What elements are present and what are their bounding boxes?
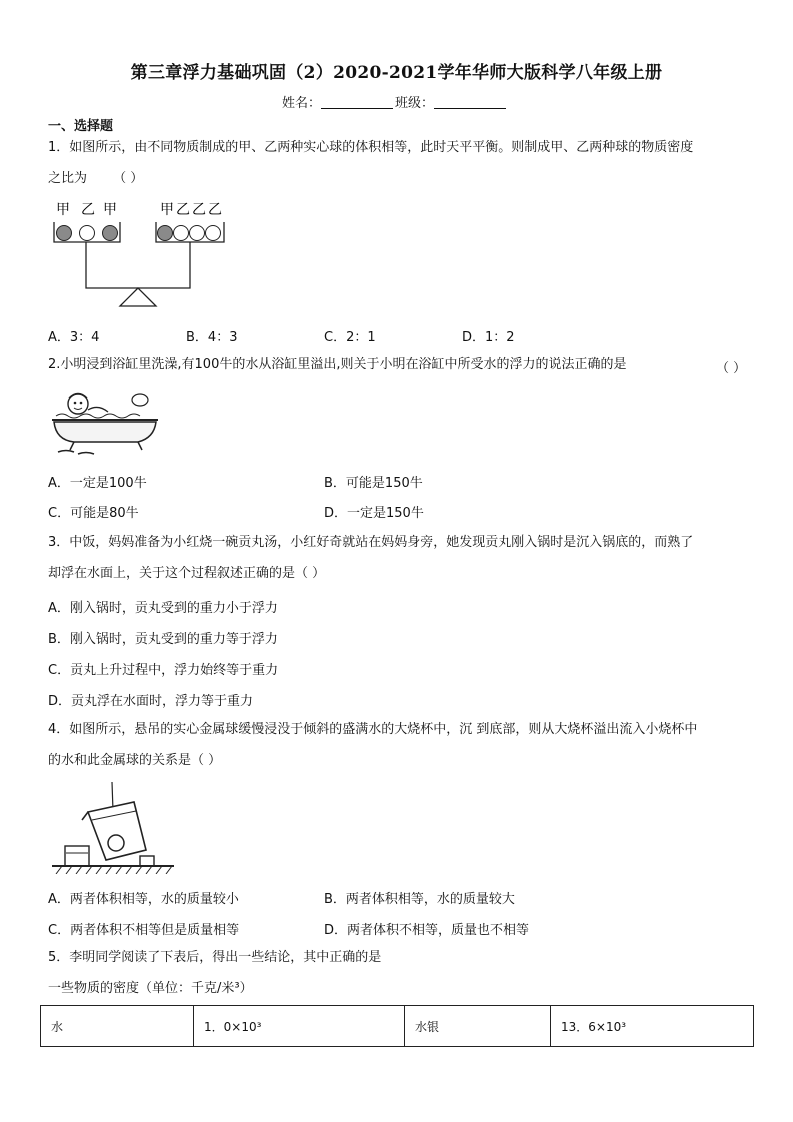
table-row <box>41 1006 754 1047</box>
ball-jia <box>57 226 72 241</box>
class-label: 班级： <box>395 96 435 111</box>
question-4-line1: 4．如图所示，悬吊的实心金属球缓慢浸没于倾斜的盛满水的大烧杯中，沉 到底部，则从大烧杯溢出流入小烧杯中 <box>48 722 698 737</box>
question-4-line2: 的水和此金属球的关系是（ ） <box>48 753 222 768</box>
section-heading: 一、选择题 <box>48 119 114 134</box>
student-info-line <box>282 92 508 111</box>
bathtub <box>54 422 156 442</box>
bathtub-figure <box>48 386 160 458</box>
question-1-line1: 1．如图所示，由不同物质制成的甲、乙两种实心球的体积相等，此时天平平衡。则制成甲、乙两种球的物质密度 <box>48 140 694 155</box>
question-3-option-b[interactable]: B．刚入锅时，贡丸受到的重力等于浮力 <box>48 632 278 647</box>
table-caption: 一些物质的密度（单位：千克/米³） <box>48 981 253 996</box>
metal-ball <box>108 835 124 851</box>
question-3-option-d[interactable]: D．贡丸浮在水面时，浮力等于重力 <box>48 694 254 709</box>
beaker-figure <box>48 780 178 874</box>
question-2-stem: 2.小明浸到浴缸里洗澡,有100牛的水从浴缸里溢出,则关于小明在浴缸中所受水的浮力的说法正确的是 <box>48 357 627 372</box>
table-cell: 13．6×10³ <box>551 1006 754 1047</box>
ball-yi <box>80 226 95 241</box>
class-blank[interactable] <box>434 96 506 109</box>
table-hatching <box>56 866 172 874</box>
name-blank[interactable] <box>321 96 393 109</box>
question-1-stem-end: 之比为 <box>48 171 88 186</box>
wedge-block <box>140 856 154 866</box>
balance-figure <box>48 198 238 310</box>
boy-eye <box>80 402 83 405</box>
question-2-option-d[interactable]: D．一定是150牛 <box>324 506 424 521</box>
boy-eye <box>74 402 77 405</box>
balance-fulcrum <box>120 288 156 306</box>
balance-frame <box>86 242 190 288</box>
soap-bubble <box>132 394 148 406</box>
question-2-option-c[interactable]: C．可能是80牛 <box>48 506 139 521</box>
ball-label-right-3: 乙 <box>192 202 206 218</box>
question-1-option-c[interactable]: C．2：1 <box>324 330 376 345</box>
table-cell: 1．0×10³ <box>194 1006 405 1047</box>
ball-yi <box>174 226 189 241</box>
small-beaker <box>65 846 89 866</box>
question-3-option-c[interactable]: C．贡丸上升过程中，浮力始终等于重力 <box>48 663 279 678</box>
question-3-line1: 3．中饭，妈妈准备为小红烧一碗贡丸汤，小红好奇就站在妈妈身旁，她发现贡丸刚入锅时是沉入锅底的，而熟了 <box>48 535 694 550</box>
water-waves <box>56 414 140 418</box>
question-3-option-a[interactable]: A．刚入锅时，贡丸受到的重力小于浮力 <box>48 601 278 616</box>
name-label: 姓名： <box>282 96 322 111</box>
question-4-option-d[interactable]: D．两者体积不相等，质量也不相等 <box>324 923 530 938</box>
density-table <box>40 1005 754 1047</box>
boy-arm <box>88 407 108 412</box>
answer-paren: （ ） <box>716 361 747 376</box>
ball-yi <box>206 226 221 241</box>
question-3-line2: 却浮在水面上，关于这个过程叙述正确的是（ ） <box>48 566 326 581</box>
slippers <box>58 451 94 455</box>
question-1-option-d[interactable]: D．1：2 <box>462 330 515 345</box>
page-title: 第三章浮力基础巩固（2）2020-2021学年华师大版科学八年级上册 <box>130 63 663 83</box>
ball-label-left-1: 甲 <box>56 202 70 218</box>
question-2-option-b[interactable]: B．可能是150牛 <box>324 476 423 491</box>
question-1-option-a[interactable]: A．3：4 <box>48 330 100 345</box>
ball-yi <box>190 226 205 241</box>
question-4-option-b[interactable]: B．两者体积相等，水的质量较大 <box>324 892 515 907</box>
question-4-option-c[interactable]: C．两者体积不相等但是质量相等 <box>48 923 240 938</box>
spout <box>82 812 88 820</box>
ball-jia <box>158 226 173 241</box>
question-1-line2 <box>48 171 143 187</box>
ball-label-right-4: 乙 <box>208 202 222 218</box>
question-5-stem: 5．李明同学阅读了下表后，得出一些结论，其中正确的是 <box>48 950 382 965</box>
ball-jia <box>103 226 118 241</box>
question-1-option-b[interactable]: B．4：3 <box>186 330 238 345</box>
table-cell: 水银 <box>405 1006 551 1047</box>
ball-label-right-1: 甲 <box>160 202 174 218</box>
ball-label-right-2: 乙 <box>176 202 190 218</box>
ball-label-left-3: 甲 <box>103 202 117 218</box>
table-cell: 水 <box>41 1006 194 1047</box>
tub-leg <box>70 442 142 450</box>
answer-paren: （ ） <box>113 171 144 186</box>
question-4-option-a[interactable]: A．两者体积相等，水的质量较小 <box>48 892 239 907</box>
question-2-option-a[interactable]: A．一定是100牛 <box>48 476 147 491</box>
ball-label-left-2: 乙 <box>81 202 95 218</box>
